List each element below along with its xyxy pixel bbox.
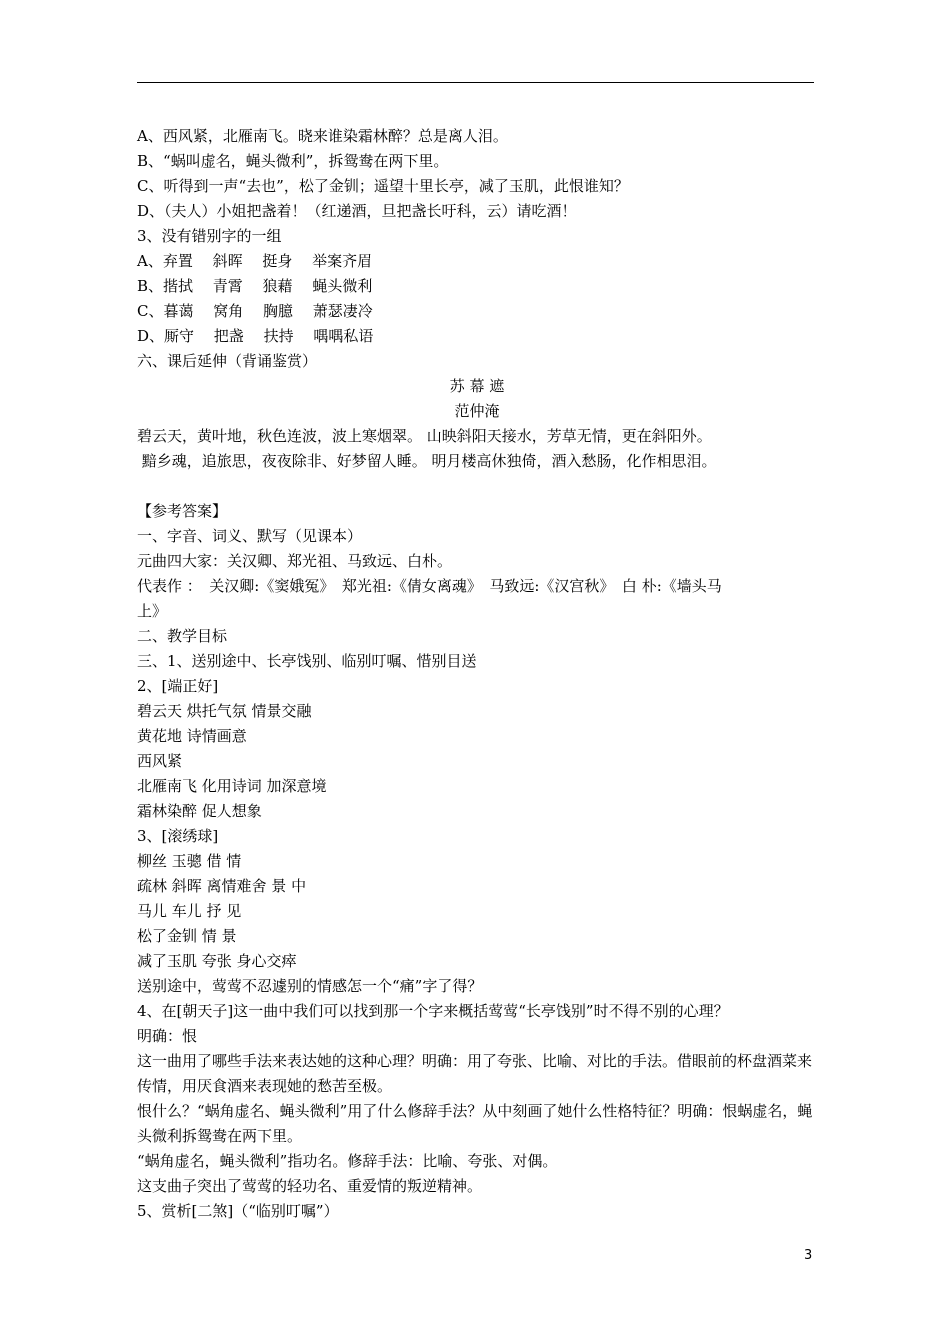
text-line: 5、赏析[二煞]（“临别叮嘱”） bbox=[137, 1202, 339, 1220]
text-line: 代表作 ： 关汉卿:《窦娥冤》 郑光祖:《倩女离魂》 马致远:《汉宫秋》 白 朴:《墙头马 bbox=[137, 577, 722, 595]
spacer bbox=[137, 474, 817, 499]
text-line: 霜林染醉 促人想象 bbox=[137, 802, 262, 820]
paragraph: 这一曲用了哪些手法来表达她的这种心理？明确：用了夸张、比喻、对比的手法。借眼前的杯盘酒菜来传情，用厌食酒来表现她的愁苦至极。 bbox=[137, 1052, 813, 1095]
poem-line: 黯乡魂，追旅思，夜夜除非、好梦留人睡。 明月楼高休独倚，酒入愁肠，化作相思泪。 bbox=[137, 452, 717, 470]
text-line: “蜗角虚名，蝇头微利”指功名。修辞手法：比喻、夸张、对偶。 bbox=[137, 1152, 558, 1170]
text-line: 一、字音、词义、默写（见课本） bbox=[137, 527, 363, 545]
document-body bbox=[137, 124, 817, 1224]
text-line: 减了玉肌 夸张 身心交瘁 bbox=[137, 952, 297, 970]
text-line: 碧云天 烘托气氛 情景交融 bbox=[137, 702, 312, 720]
exercise-options bbox=[137, 124, 817, 374]
poem-line: 碧云天，黄叶地，秋色连波，波上寒烟翠。 山映斜阳天接水，芳草无情，更在斜阳外。 bbox=[137, 427, 712, 445]
text-line: 4、在[朝天子]这一曲中我们可以找到那一个字来概括莺莺“长亭饯别”时不得不别的心理？ bbox=[137, 1002, 729, 1020]
text-line: 这支曲子突出了莺莺的轻功名、重爱情的叛逆精神。 bbox=[137, 1177, 483, 1195]
text-line: 二、教学目标 bbox=[137, 627, 228, 645]
text-line: D、厮守 把盏 扶持 喁喁私语 bbox=[137, 327, 374, 345]
text-line: D、（夫人）小姐把盏着！（红递酒，旦把盏长吁科，云）请吃酒！ bbox=[137, 202, 577, 220]
section-heading: 六、课后延伸（背诵鉴赏） bbox=[137, 352, 318, 370]
poem-title: 苏 幕 遮 bbox=[449, 377, 505, 395]
text-line: 柳丝 玉骢 借 情 bbox=[137, 852, 242, 870]
text-line: C、听得到一声“去也”，松了金钏；遥望十里长亭，减了玉肌，此恨谁知？ bbox=[137, 177, 629, 195]
text-line: 三、1、送别途中、长亭饯别、临别叮嘱、惜别目送 bbox=[137, 652, 477, 670]
text-line: 疏林 斜晖 离情难舍 景 中 bbox=[137, 877, 307, 895]
text-line: B、“蜗叫虚名，蝇头微利”，拆鸳鸯在两下里。 bbox=[137, 152, 449, 170]
page-number: 3 bbox=[804, 1248, 813, 1263]
header-rule bbox=[137, 82, 814, 83]
question-heading: 3、没有错别字的一组 bbox=[137, 227, 282, 245]
text-line: 明确：恨 bbox=[137, 1027, 198, 1045]
text-line: A、弃置 斜晖 挺身 举案齐眉 bbox=[137, 252, 373, 270]
answer-section bbox=[137, 499, 817, 1224]
text-line: 3、[滚绣球] bbox=[137, 827, 219, 845]
text-line: 马儿 车儿 抒 见 bbox=[137, 902, 242, 920]
text-line: 松了金钏 情 景 bbox=[137, 927, 237, 945]
text-line: 2、[端正好] bbox=[137, 677, 219, 695]
text-line: B、揩拭 青霄 狼藉 蝇头微利 bbox=[137, 277, 373, 295]
answer-heading: 【参考答案】 bbox=[137, 502, 228, 520]
text-line: 送别途中，莺莺不忍遽别的情感怎一个“痛”字了得？ bbox=[137, 977, 483, 995]
paragraph: 恨什么？“蜗角虚名、蝇头微利”用了什么修辞手法？从中刻画了她什么性格特征？明确：恨蜗虚名，蝇头微利拆鸳鸯在两下里。 bbox=[137, 1102, 813, 1145]
poem bbox=[137, 374, 817, 474]
text-line: 西风紧 bbox=[137, 752, 183, 770]
text-line: 北雁南飞 化用诗词 加深意境 bbox=[137, 777, 327, 795]
text-line: C、暮蔼 窝角 胸臆 萧瑟凄冷 bbox=[137, 302, 373, 320]
text-line: A、西风紧，北雁南飞。晓来谁染霜林醉？总是离人泪。 bbox=[137, 127, 508, 145]
text-line: 上》 bbox=[137, 602, 168, 620]
text-line: 元曲四大家：关汉卿、郑光祖、马致远、白朴。 bbox=[137, 552, 453, 570]
poem-author: 范仲淹 bbox=[454, 402, 500, 420]
text-line: 黄花地 诗情画意 bbox=[137, 727, 247, 745]
